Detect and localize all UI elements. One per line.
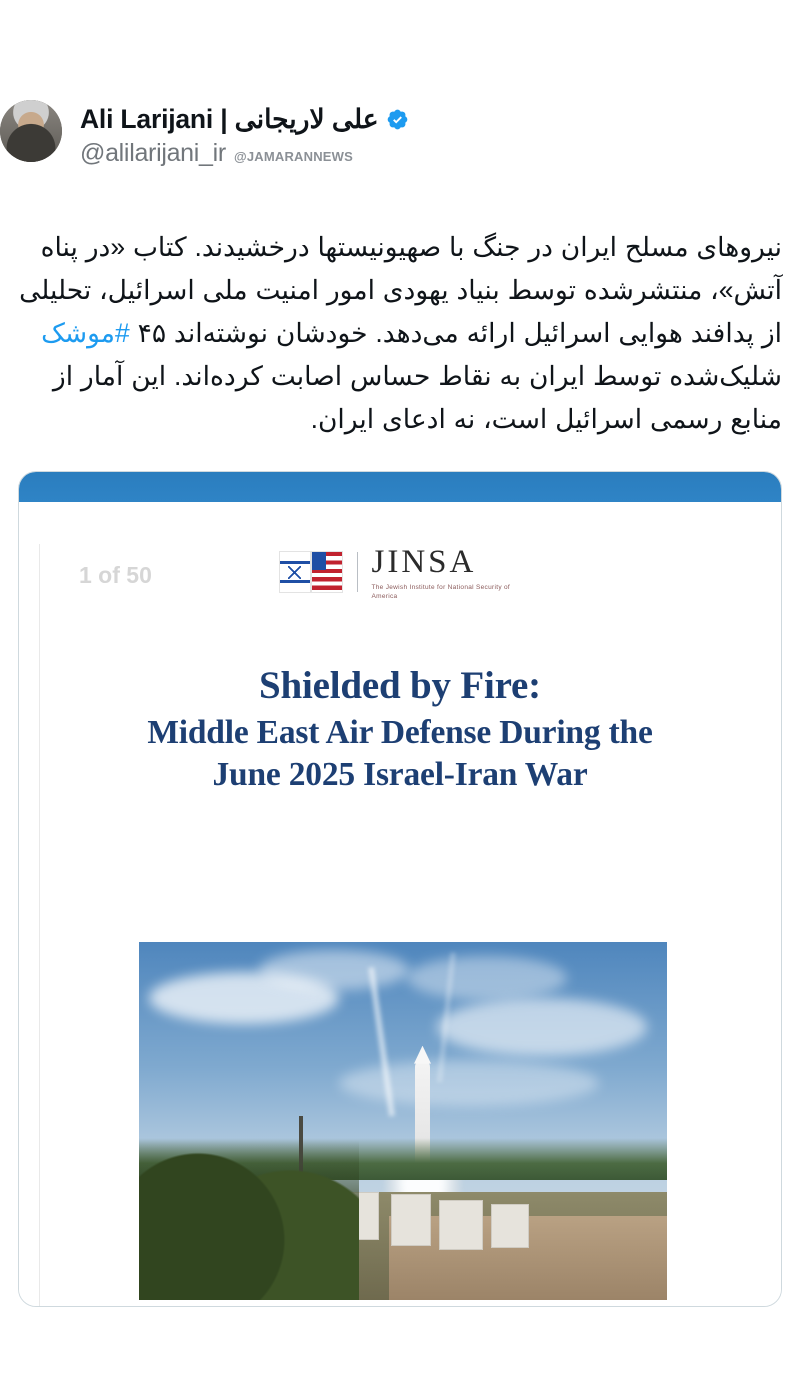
jinsa-wordmark: JINSA — [371, 543, 477, 580]
author-names — [80, 100, 409, 168]
avatar-image — [0, 100, 62, 162]
tweet-text-part-2: شلیک‌شده توسط ایران به نقاط حساس اصابت کرده‌اند. این آمار از منابع رسمی اسرائیل است، نه ادعای ایران. — [52, 360, 782, 434]
verified-badge-icon — [386, 108, 409, 131]
photo-cloud — [339, 1060, 599, 1106]
report-title-line2: Middle East Air Defense During the — [147, 713, 653, 751]
media-topbar — [19, 472, 781, 502]
photo-launcher-unit — [491, 1204, 529, 1248]
page-counter: 1 of 50 — [79, 561, 152, 588]
tweet-text — [18, 226, 782, 441]
author-display-name[interactable]: Ali Larijani | علی لاریجانی — [80, 104, 379, 134]
source-tag: @JAMARANNEWS — [233, 149, 354, 164]
report-title-line3: June 2025 Israel-Iran War — [212, 755, 588, 793]
logo-divider — [357, 552, 358, 592]
photo-foreground-bushes — [139, 1100, 359, 1300]
report-title — [80, 663, 720, 794]
photo-cloud — [407, 956, 567, 1000]
photo-cloud — [259, 950, 409, 990]
author-handle[interactable]: @alilarijani_ir — [80, 139, 226, 167]
tweet-text-part-1: نیروهای مسلح ایران در جنگ با صهیونیستها درخشیدند. کتاب «در پناه آتش»، منتشرشده توسط بنیاد یهودی امور امنیت ملی اسرائیل، تحلیلی از پدافند هوایی اسرائیل ارائه می‌دهد. خودشان نوشته‌اند ۴۵ — [19, 232, 782, 348]
avatar[interactable] — [0, 100, 62, 162]
author-name-row — [80, 104, 409, 135]
hashtag-link[interactable]: #موشک — [41, 317, 130, 348]
photo-launcher-unit — [439, 1200, 483, 1250]
author-handle-row — [80, 139, 409, 168]
jinsa-wordmark-block — [372, 544, 522, 601]
tweet-header — [0, 0, 778, 168]
photo-launcher-unit — [391, 1194, 431, 1246]
israel-flag-icon — [279, 551, 311, 593]
usa-flag-icon — [311, 551, 343, 593]
israel-usa-flags-icon — [279, 551, 343, 593]
media-card[interactable] — [18, 471, 782, 1307]
air-defense-interceptor-launch-photo — [139, 942, 667, 1300]
page-side-rule — [39, 544, 40, 1307]
photo-cloud — [437, 998, 647, 1056]
report-title-line1: Shielded by Fire: — [259, 663, 541, 707]
jinsa-tagline: The Jewish Institute for National Security of America — [371, 583, 511, 600]
document-page — [19, 544, 781, 1307]
